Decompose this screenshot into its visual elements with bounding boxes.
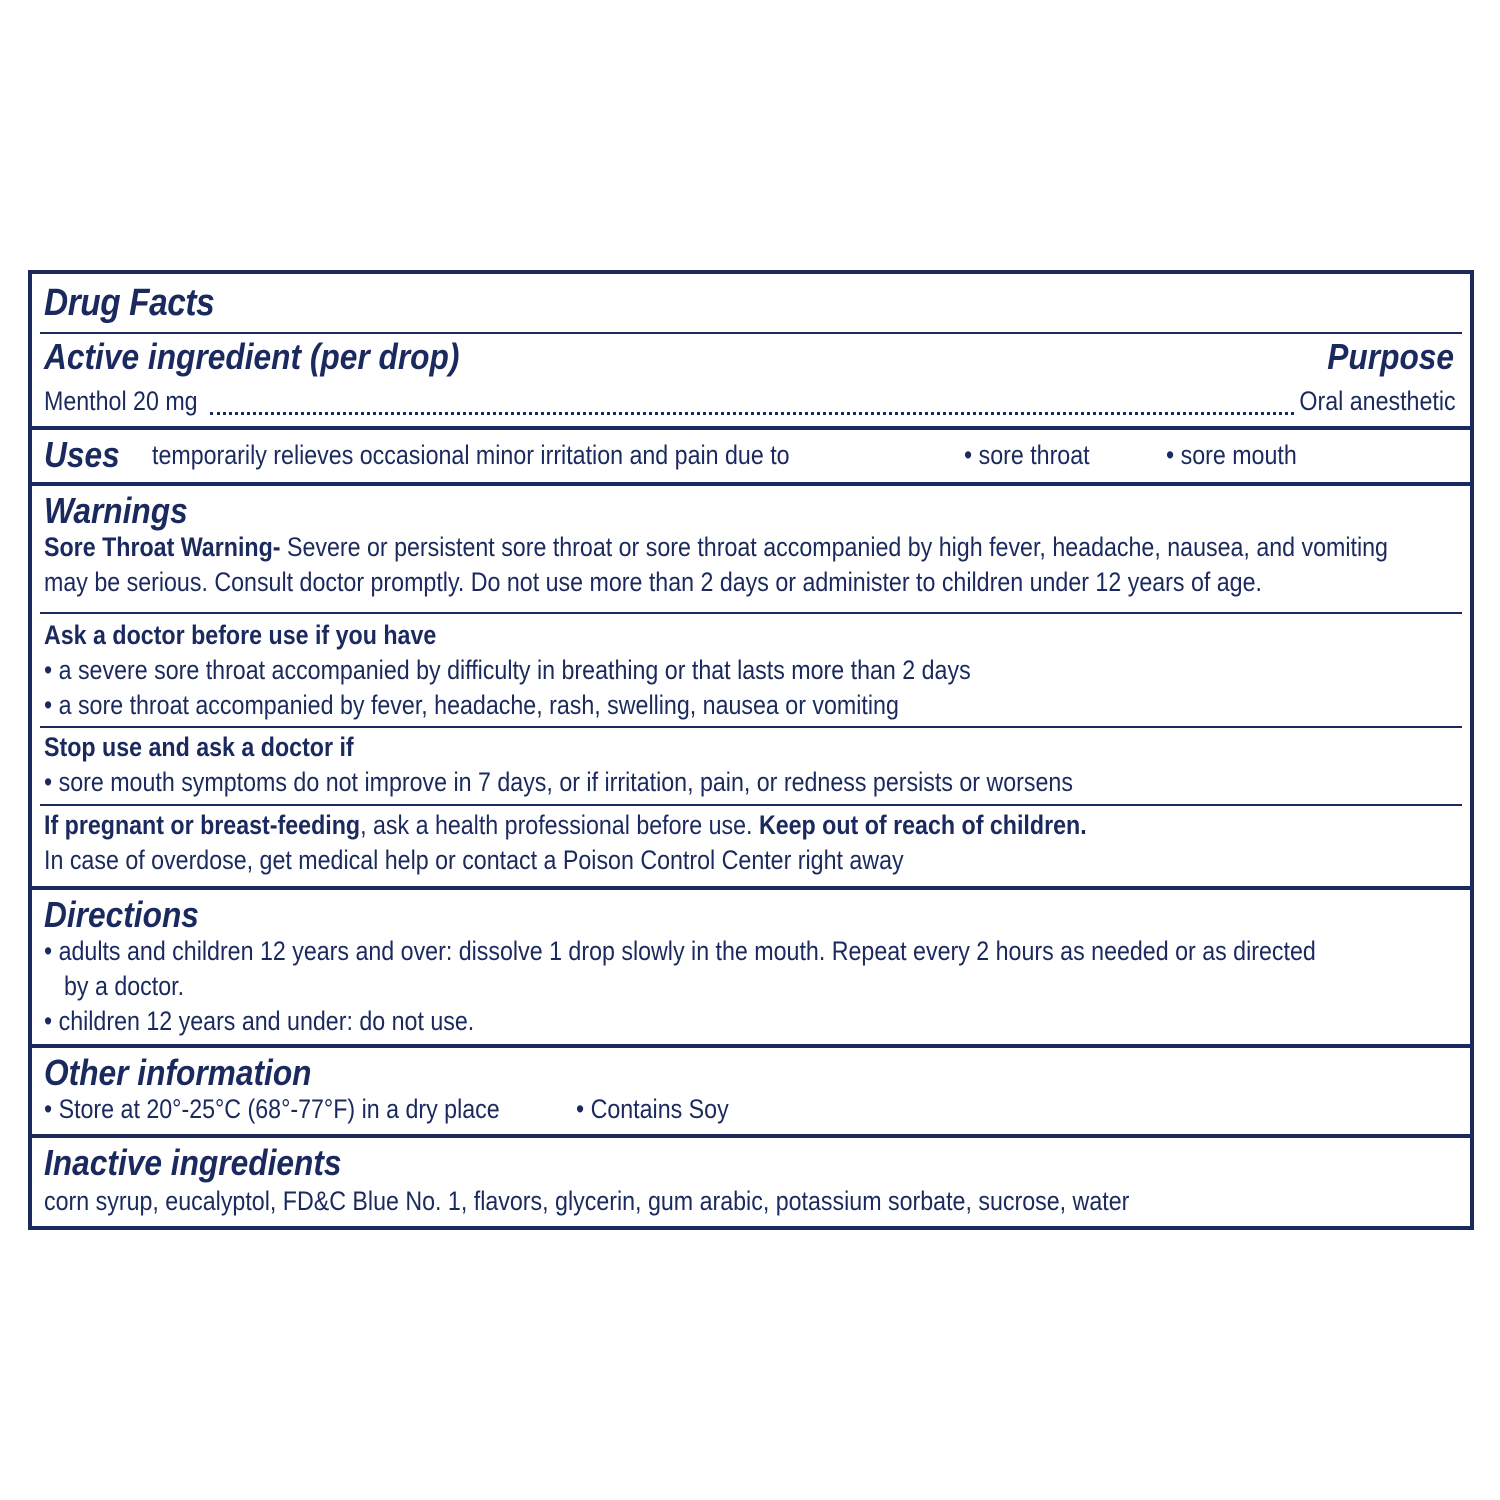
drug-facts-title: Drug Facts bbox=[44, 282, 215, 324]
stop-use-item: • sore mouth symptoms do not improve in 7 days, or if irritation, pain, or redness persists or worsens bbox=[44, 767, 1073, 797]
keep-out-of-reach: Keep out of reach of children. bbox=[758, 810, 1087, 840]
sore-throat-warning-line1 bbox=[44, 532, 1388, 563]
purpose-value: Oral anesthetic bbox=[1299, 386, 1456, 416]
stop-use-heading: Stop use and ask a doctor if bbox=[44, 732, 354, 762]
purpose-heading: Purpose bbox=[1327, 336, 1454, 377]
pregnancy-text: , ask a health professional before use. bbox=[360, 810, 759, 840]
pregnancy-label: If pregnant or breast-feeding bbox=[44, 810, 361, 840]
sore-throat-warning-label: Sore Throat Warning- bbox=[44, 532, 281, 562]
directions-heading: Directions bbox=[44, 894, 199, 935]
section-divider bbox=[32, 886, 1470, 890]
other-information-heading: Other information bbox=[44, 1052, 312, 1093]
dot-leader bbox=[210, 392, 1294, 415]
other-info-soy: • Contains Soy bbox=[576, 1094, 729, 1124]
divider bbox=[40, 726, 1462, 728]
section-divider bbox=[32, 1134, 1470, 1138]
divider bbox=[40, 612, 1462, 614]
sore-throat-warning-line2: may be serious. Consult doctor promptly. Do not use more than 2 days or administer to children under 12 years of age. bbox=[44, 567, 1262, 597]
ask-doctor-item: • a sore throat accompanied by fever, headache, rash, swelling, nausea or vomiting bbox=[44, 690, 899, 720]
directions-item-continued: by a doctor. bbox=[64, 971, 185, 1001]
directions-item: • children 12 years and under: do not use. bbox=[44, 1006, 475, 1036]
section-divider bbox=[32, 1044, 1470, 1048]
overdose-text: In case of overdose, get medical help or contact a Poison Control Center right away bbox=[44, 845, 904, 875]
inactive-ingredients-text: corn syrup, eucalyptol, FD&C Blue No. 1, flavors, glycerin, gum arabic, potassium sorbate, sucrose, water bbox=[44, 1186, 1130, 1216]
uses-bullet-sore-throat: • sore throat bbox=[964, 440, 1090, 470]
pregnancy-line bbox=[44, 810, 1087, 841]
ask-doctor-heading: Ask a doctor before use if you have bbox=[44, 620, 437, 650]
uses-heading: Uses bbox=[44, 434, 120, 475]
divider bbox=[40, 804, 1462, 806]
sore-throat-warning-text: Severe or persistent sore throat or sore throat accompanied by high fever, headache, nausea, and vomiting bbox=[280, 532, 1388, 562]
section-divider bbox=[32, 426, 1470, 430]
directions-item: • adults and children 12 years and over: dissolve 1 drop slowly in the mouth. Repeat every 2 hours as needed or as directed bbox=[44, 936, 1316, 966]
uses-bullet-sore-mouth: • sore mouth bbox=[1166, 440, 1297, 470]
active-ingredient-heading: Active ingredient (per drop) bbox=[44, 336, 460, 377]
active-ingredient-value: Menthol 20 mg bbox=[44, 386, 198, 416]
warnings-heading: Warnings bbox=[44, 490, 188, 531]
other-info-storage: • Store at 20°-25°C (68°-77°F) in a dry place bbox=[44, 1094, 500, 1124]
section-divider bbox=[32, 482, 1470, 486]
uses-text: temporarily relieves occasional minor irritation and pain due to bbox=[152, 440, 790, 470]
divider bbox=[40, 332, 1462, 334]
ask-doctor-item: • a severe sore throat accompanied by difficulty in breathing or that lasts more than 2 days bbox=[44, 655, 971, 685]
drug-facts-panel bbox=[28, 270, 1474, 1230]
inactive-ingredients-heading: Inactive ingredients bbox=[44, 1142, 342, 1183]
